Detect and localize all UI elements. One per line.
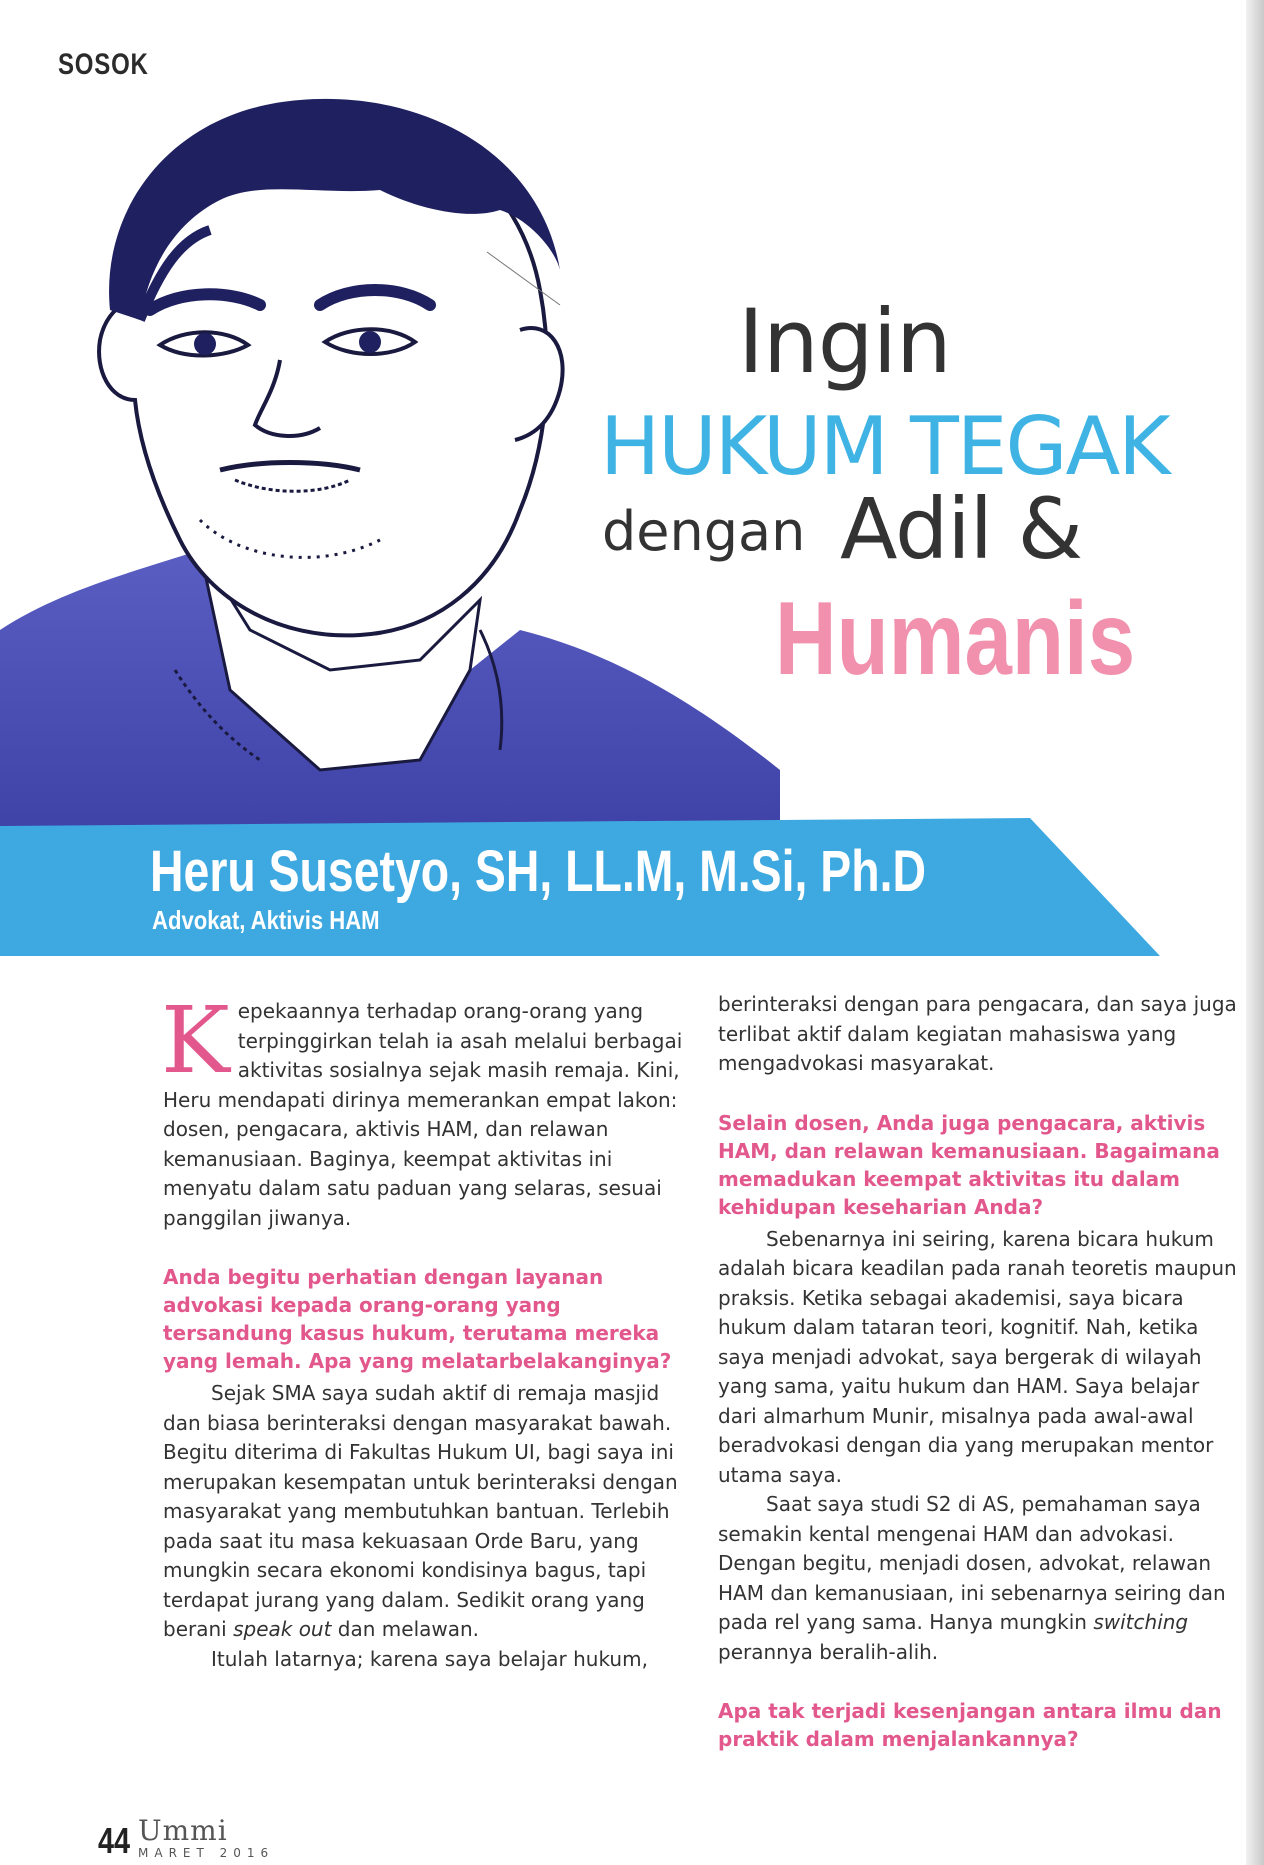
intro-paragraph <box>161 987 683 1233</box>
decorative-line <box>485 250 565 310</box>
question-1: Anda begitu perhatian dengan layanan advokasi kepada orang-orang yang tersandung kasus hukum, terutama mereka yang lemah. Apa yang melatarbelakanginya? <box>163 1265 672 1373</box>
headline-line-hukum-tegak: HUKUM TEGAK <box>600 400 1169 493</box>
section-rubric: SOSOK <box>58 48 149 81</box>
person-name: Heru Susetyo, SH, LL.M, M.Si, Ph.D <box>150 839 926 904</box>
answer-1-paragraph-2: Itulah latarnya; karena saya belajar hukum, <box>211 1646 648 1671</box>
emphasis-switching: switching <box>1093 1610 1189 1634</box>
answer-1-continuation: berinteraksi dengan para pengacara, dan saya juga terlibat aktif dalam kegiatan mahasiswa yang mengadvokasi masyarakat. <box>718 992 1237 1075</box>
question-3: Apa tak terjadi kesenjangan antara ilmu dan praktik dalam menjalankannya? <box>718 1699 1222 1751</box>
answer-2-paragraph-2: Saat saya studi S2 di AS, pemahaman saya semakin kental mengenai HAM dan advokasi. Dengan begitu, menjadi dosen, advokat, relawan HAM dan kemanusiaan, ini sebenarnya seiring dan pada rel yang sama. Hanya mungkin switching perannya beralih-alih. <box>718 1492 1226 1664</box>
answer-2-paragraph-1: Sebenarnya ini seiring, karena bicara hukum adalah bicara keadilan pada ranah teoretis maupun praksis. Ketika sebagai akademisi, saya bicara hukum dalam tataran teori, kognitif. Nah, ketika saya menjadi advokat, saya bergerak di wilayah yang sama, yaitu hukum dan HAM. Saya belajar dari almarhum Munir, misalnya pada awal-awal beradvokasi dengan dia yang merupakan mentor utama saya. <box>718 1226 1237 1487</box>
intro-text: epekaannya terhadap orang-orang yang terpinggirkan telah ia asah melalui berbagai aktivitas sosialnya sejak masih remaja. Kini, Heru mendapati dirinya memerankan empat lakon: dosen, pengacara, aktivis HAM, dan relawan kemanusiaan. Baginya, keempat aktivitas ini menyatu dalam satu paduan yang selaras, sesuai panggilan jiwanya. <box>163 999 683 1230</box>
page-number: 44 <box>98 1820 131 1861</box>
headline-line-dengan: dengan <box>602 500 806 563</box>
question-2: Selain dosen, Anda juga pengacara, aktivis HAM, dan relawan kemanusiaan. Bagaimana memadukan keempat aktivitas itu dalam kehidupan keseharian Anda? <box>718 1110 1220 1219</box>
headline-line-adil: Adil & <box>840 480 1083 578</box>
person-role: Advokat, Aktivis HAM <box>152 905 380 935</box>
article-column-1 <box>161 987 683 1674</box>
issue-date: MARET 2016 <box>138 1846 275 1860</box>
article-column-2 <box>718 990 1238 1757</box>
drop-cap: K <box>161 987 230 1094</box>
answer-1-paragraph-1: Sejak SMA saya sudah aktif di remaja masjid dan biasa berinteraksi dengan masyarakat bawah. Begitu diterima di Fakultas Hukum UI, bagi saya ini merupakan kesempatan untuk berinteraksi dengan masyarakat yang membutuhkan bantuan. Terlebih pada saat itu masa kekuasaan Orde Baru, yang mungkin secara ekonomi kondisinya bagus, tapi terdapat jurang yang dalam. Sedikit orang yang berani speak out dan melawan. <box>163 1381 678 1641</box>
page-edge <box>1246 0 1264 1865</box>
emphasis-speak-out: speak out <box>233 1617 332 1641</box>
magazine-logo: Ummi <box>138 1814 228 1847</box>
headline-line-humanis: Humanis <box>775 581 1136 697</box>
headline-line-ingin: Ingin <box>738 290 951 393</box>
